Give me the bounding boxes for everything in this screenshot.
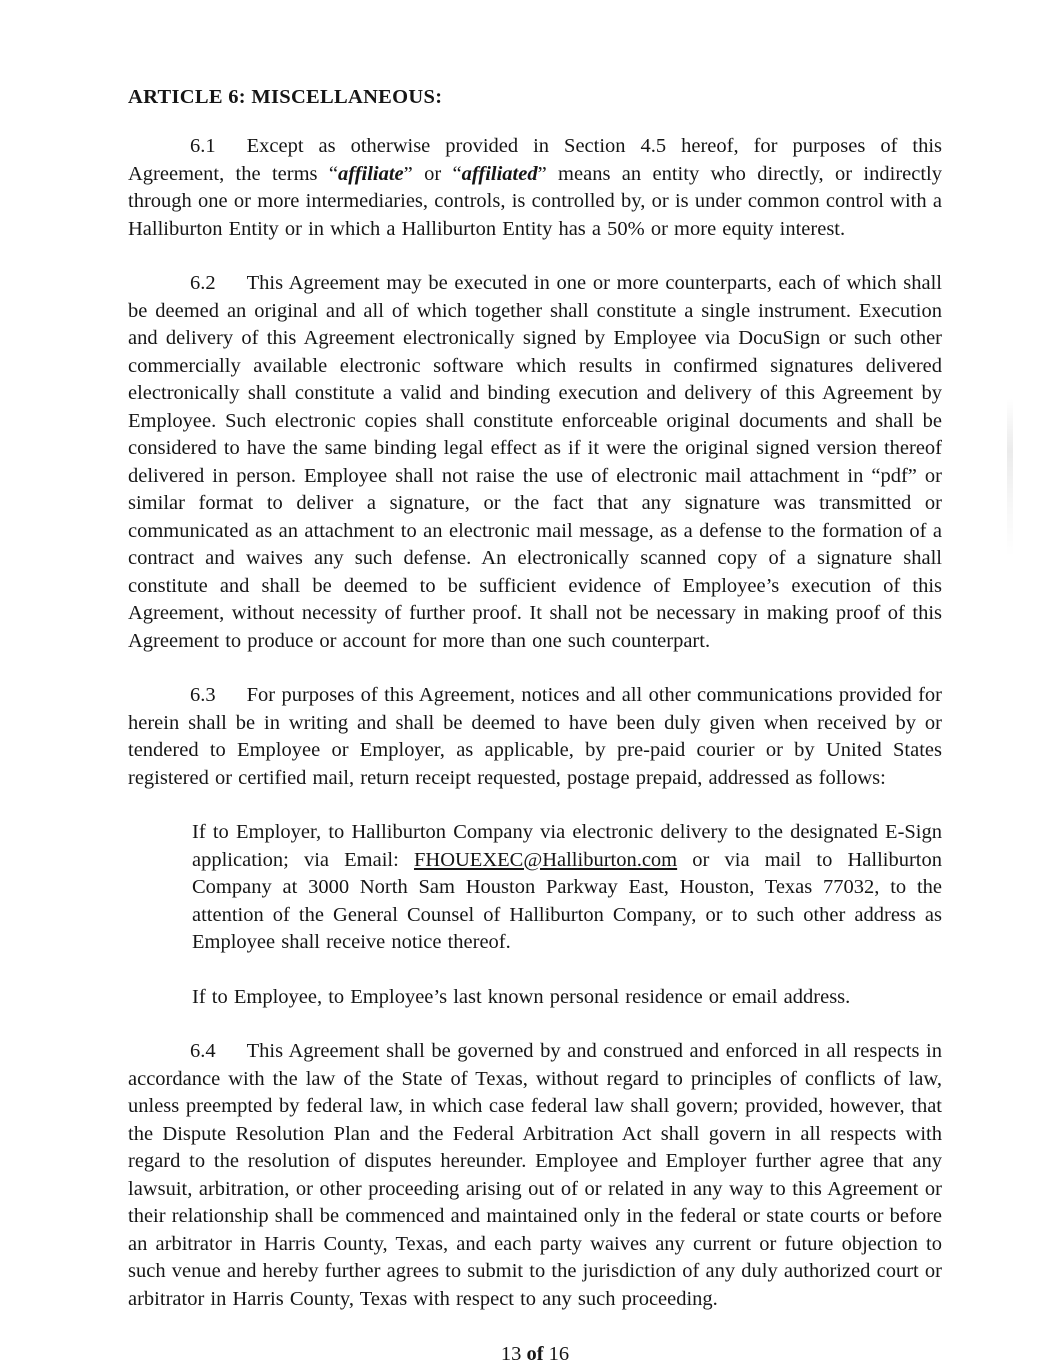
section-6-4-paragraph [128, 1038, 942, 1313]
employer-notice-text-after: or via mail to Halliburton Company at 3000 North Sam Houston Parkway East, Houston, Texas 77032, to the attention of the General Counsel of Halliburton Company, or to such other address as Employee shall receive notice thereof. [192, 848, 942, 953]
defined-term-affiliated: affiliated [461, 162, 538, 185]
section-number-6-4: 6.4 [190, 1040, 216, 1062]
defined-term-affiliate: affiliate [337, 162, 404, 185]
section-6-1-text-lead: Except as otherwise provided in Section 4.5 hereof, for purposes of this Agreement, the terms “ [128, 135, 942, 185]
section-6-1-paragraph [128, 133, 942, 243]
employer-notice-text-before: If to Employer, to Halliburton Company via electronic delivery to the designated E-Sign application; via Email: [192, 821, 942, 871]
section-number-6-1: 6.1 [190, 135, 216, 157]
section-6-3-text: For purposes of this Agreement, notices and all other communications provided for herein shall be in writing and shall be deemed to have been duly given when received by or tendered to Employee or Employer, as applicable, by pre-paid courier or by United States registered or certified mail, return receipt requested, postage prepaid, addressed as follows: [128, 684, 942, 789]
section-6-4-text: This Agreement shall be governed by and construed and enforced in all respects in accordance with the law of the State of Texas, without regard to principles of conflicts of law, unless preempted by federal law, in which case federal law shall govern; provided, however, that the Dispute Resolution Plan and the Federal Arbitration Act shall govern in all respects with regard to the resolution of disputes hereunder. Employee and Employer further agree that any lawsuit, arbitration, or other proceeding arising out of or related in any way to this Agreement or their relationship shall be commenced and maintained only in the federal or state courts or before an arbitrator in Harris County, Texas, and each party waives any current or future objection to such venue and hereby further agrees to submit to the jurisdiction of any duly authorized court or arbitrator in Harris County, Texas with respect to any such proceeding. [128, 1040, 942, 1310]
employee-notice-text: If to Employee, to Employee’s last known personal residence or email address. [192, 985, 851, 1008]
section-6-2-paragraph [128, 270, 942, 655]
footer-page-number: 13 [500, 1343, 522, 1365]
section-6-1-text-mid: ” or “ [403, 162, 462, 185]
footer-of-label: of [526, 1343, 544, 1365]
employee-notice-paragraph [192, 984, 942, 1012]
footer-total-pages: 16 [548, 1343, 570, 1365]
section-6-2-text: This Agreement may be executed in one or more counterparts, each of which shall be deemed an original and all of which together shall constitute a single instrument. Execution and delivery of this Agreement electronically signed by Employee via DocuSign or such other commercially available electronic software which results in confirmed signatures delivered electronically shall constitute a valid and binding execution and delivery of this Agreement by Employee. Such electronic copies shall constitute enforceable original documents and shall be considered to have the same binding legal effect as if it were the original signed version thereof delivered in person. Employee shall not raise the use of electronic mail attachment in “pdf” or similar format to deliver a signature, or the fact that any signature was transmitted or communicated as an attachment to an electronic mail message, as a defense to the formation of a contract and waives any such defense. An electronically scanned copy of a signature shall constitute and shall be deemed to be sufficient evidence of Employee’s execution of this Agreement, without necessity of further proof. It shall not be necessary in making proof of this Agreement to produce or account for more than one such counterpart. [128, 272, 942, 652]
section-number-6-2: 6.2 [190, 272, 216, 294]
article-heading: ARTICLE 6: MISCELLANEOUS: [128, 86, 443, 108]
section-6-3-paragraph [128, 682, 942, 792]
section-6-1-text-rest: ” means an entity who directly, or indirectly through one or more intermediaries, controls, is controlled by, or is under common control with a Halliburton Entity or in which a Halliburton Entity has a 50% or more equity interest. [128, 162, 942, 240]
section-number-6-3: 6.3 [190, 684, 216, 706]
employer-email-link[interactable]: FHOUEXEC@Halliburton.com [413, 848, 678, 871]
scan-artifact [1007, 398, 1013, 558]
page-footer [128, 1341, 942, 1369]
employer-notice-paragraph [192, 819, 942, 957]
